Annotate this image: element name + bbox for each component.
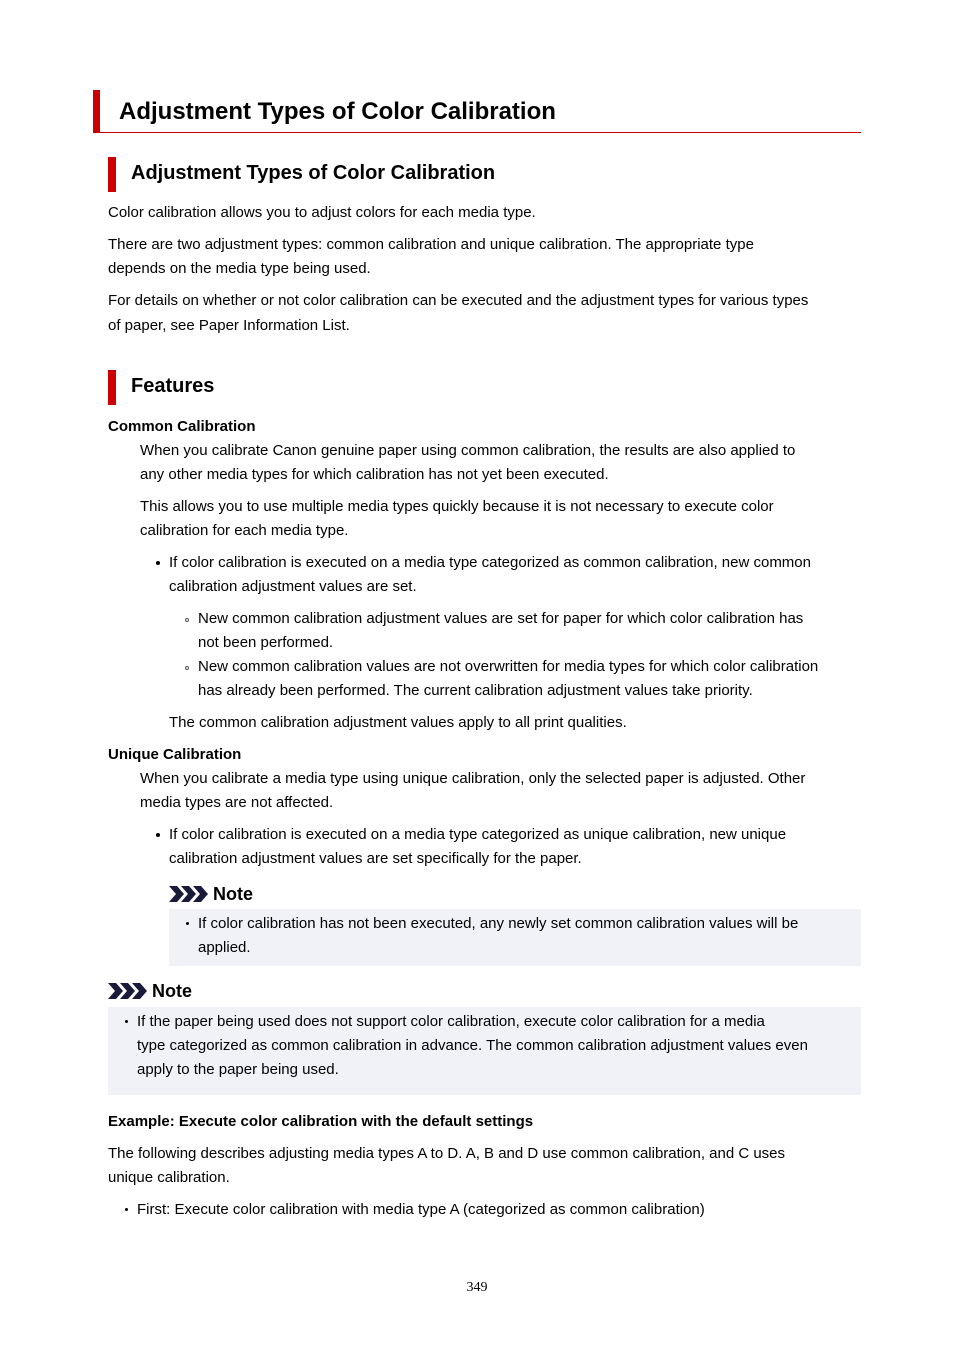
paragraph-line: There are two adjustment types: common calibration and unique calibration. The appropriate type — [108, 236, 754, 253]
paragraph-line: of paper, see Paper Information List. — [108, 317, 350, 334]
heading-accent-bar — [108, 157, 116, 192]
note-text-line: applied. — [198, 939, 251, 956]
sub-bullet-circle — [185, 618, 189, 622]
example-heading: Example: Execute color calibration with the default settings — [108, 1113, 534, 1130]
page-number: 349 — [466, 1280, 488, 1295]
bullet-dot — [125, 1020, 128, 1023]
note-arrows-icon — [169, 886, 209, 902]
title-accent-bar — [93, 90, 100, 133]
bullet-dot — [125, 1208, 128, 1211]
paragraph-line: The following describes adjusting media types A to D. A, B and D use common calibration, and C uses — [108, 1145, 786, 1162]
sub-list-item-line: New common calibration adjustment values are set for paper for which color calibration has — [198, 610, 804, 627]
paragraph: Color calibration allows you to adjust colors for each media type. — [108, 204, 536, 221]
page-title: Adjustment Types of Color Calibration — [119, 98, 556, 125]
bullet-dot — [186, 922, 189, 925]
page-title-block — [93, 90, 861, 133]
sub-bullet-circle — [185, 666, 189, 670]
note-label: Note — [213, 884, 253, 904]
note-text-line: If color calibration has not been executed, any newly set common calibration values will be — [198, 915, 799, 932]
definition-line: media types are not affected. — [140, 794, 334, 811]
note-text-line: type categorized as common calibration in advance. The common calibration adjustment values even — [137, 1037, 808, 1054]
sub-list-item-line: has already been performed. The current calibration adjustment values take priority. — [198, 682, 753, 699]
heading-accent-bar — [108, 370, 116, 405]
bullet-dot — [156, 561, 160, 565]
paragraph-line: For details on whether or not color calibration can be executed and the adjustment types for various types — [108, 292, 809, 309]
definition-line: When you calibrate Canon genuine paper using common calibration, the results are also applied to — [140, 442, 796, 459]
list-followup-text: The common calibration adjustment values apply to all print qualities. — [169, 714, 627, 731]
sub-list-item-line: not been performed. — [198, 634, 334, 651]
definition-line: This allows you to use multiple media types quickly because it is not necessary to execute color — [140, 498, 774, 515]
term-common-calibration: Common Calibration — [108, 418, 256, 435]
note-arrows-icon — [108, 983, 148, 999]
note-label: Note — [152, 981, 192, 1001]
list-item-line: If color calibration is executed on a media type categorized as unique calibration, new unique — [169, 826, 787, 843]
bullet-dot — [156, 833, 160, 837]
definition-line: When you calibrate a media type using unique calibration, only the selected paper is adjusted. Other — [140, 770, 806, 787]
list-item-line: If color calibration is executed on a media type categorized as common calibration, new common — [169, 554, 811, 571]
paragraph-line: depends on the media type being used. — [108, 260, 371, 277]
list-item-line: calibration adjustment values are set. — [169, 578, 417, 595]
section-heading-text: Adjustment Types of Color Calibration — [131, 162, 496, 184]
term-unique-calibration: Unique Calibration — [108, 746, 242, 763]
list-item-line: First: Execute color calibration with media type A (categorized as common calibration) — [137, 1201, 705, 1218]
note-text-line: If the paper being used does not support color calibration, execute color calibration for a media — [137, 1013, 765, 1030]
section-heading-adjustment-types — [108, 157, 808, 192]
note-text-line: apply to the paper being used. — [137, 1061, 339, 1078]
list-item-line: calibration adjustment values are set specifically for the paper. — [169, 850, 582, 867]
section-heading-text: Features — [131, 375, 215, 397]
paragraph-line: unique calibration. — [108, 1169, 230, 1186]
section-heading-features — [108, 370, 808, 405]
definition-line: calibration for each media type. — [140, 522, 349, 539]
definition-line: any other media types for which calibration has not yet been executed. — [140, 466, 609, 483]
sub-list-item-line: New common calibration values are not overwritten for media types for which color calibration — [198, 658, 819, 675]
